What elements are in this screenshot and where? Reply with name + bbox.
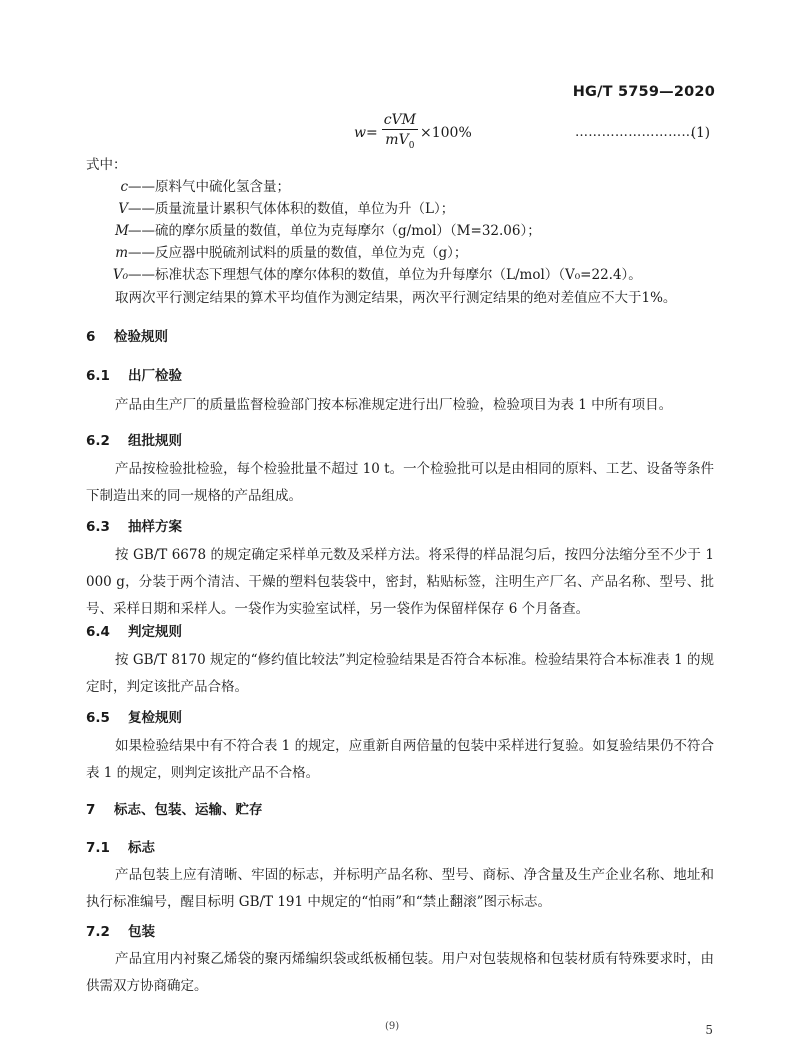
definition-text: ——硫的摩尔质量的数值，单位为克每摩尔（g/mol）（M=32.06）；: [128, 223, 541, 239]
subsection-title: 组批规则: [128, 433, 182, 449]
definition-text: ——标准状态下理想气体的摩尔体积的数值，单位为升每摩尔（L/mol）（V₀=22.4）。: [128, 267, 642, 283]
definition-text: ——反应器中脱硫剂试料的质量的数值，单位为克（g）；: [128, 245, 468, 261]
subsection-title: 出厂检验: [128, 368, 182, 384]
subsection-6-1-heading: [86, 364, 182, 384]
section-number: 6: [86, 329, 96, 345]
definition-item: [115, 198, 454, 220]
definition-symbol: M: [115, 223, 129, 239]
definition-item: [115, 176, 290, 198]
formula: [354, 112, 472, 155]
subsection-title: 抽样方案: [128, 519, 182, 535]
page-number: 5: [705, 1023, 713, 1037]
subsection-title: 包装: [128, 924, 155, 940]
formula-denominator-main: mV: [385, 132, 409, 148]
section-number: 7: [86, 802, 96, 818]
subsection-number: 7.2: [86, 924, 110, 940]
subsection-title: 标志: [128, 840, 155, 856]
formula-denominator-subscript: 0: [408, 140, 415, 151]
equation-leader-dots: ………………………: [575, 125, 695, 140]
subsection-6-5-text: 如果检验结果中有不符合表 1 的规定，应重新自两倍量的包装中采样进行复验。如复验结果仍不符合表 1 的规定，则判定该批产品不合格。: [86, 738, 714, 781]
section-title: 检验规则: [114, 329, 168, 345]
definition-item: [110, 264, 642, 286]
formula-denominator: [385, 130, 414, 155]
subsection-6-4-text: 按 GB/T 8170 规定的“修约值比较法”判定检验结果是否符合本标准。检验结果符合本标准表 1 的规定时，判定该批产品合格。: [86, 652, 714, 695]
subsection-number: 6.1: [86, 368, 110, 384]
definition-symbol: m: [115, 245, 128, 261]
definition-text: ——质量流量计累积气体体积的数值，单位为升（L）；: [128, 201, 455, 217]
definition-item: [115, 220, 541, 242]
subsection-number: 6.5: [86, 710, 110, 726]
formula-fraction: [382, 112, 418, 155]
subsection-6-2-heading: [86, 429, 182, 449]
result-rule: 取两次平行测定结果的算术平均值作为测定结果，两次平行测定结果的绝对差值应不大于1%。: [115, 290, 677, 306]
section-6-heading: [86, 325, 168, 345]
definition-symbol: c: [120, 179, 128, 195]
subsection-6-5-heading: [86, 706, 182, 726]
subsection-title: 判定规则: [128, 624, 182, 640]
subsection-7-2-text: 产品宜用内衬聚乙烯袋的聚丙烯编织袋或纸板桶包装。用户对包装规格和包装材质有特殊要求时，由供需双方协商确定。: [86, 951, 714, 994]
subsection-6-1-text: 产品由生产厂的质量监督检验部门按本标准规定进行出厂检验，检验项目为表 1 中所有项目。: [115, 397, 673, 413]
subsection-number: 7.1: [86, 840, 110, 856]
section-title: 标志、包装、运输、贮存: [114, 802, 263, 818]
definition-symbol: V: [118, 201, 128, 217]
section-7-heading: [86, 798, 263, 818]
formula-equals: =: [365, 125, 378, 142]
subsection-number: 6.2: [86, 433, 110, 449]
equation-number: (1): [690, 125, 710, 141]
where-label: 式中：: [86, 157, 127, 173]
subsection-7-1-heading: [86, 836, 155, 856]
formula-numerator: cVM: [383, 112, 417, 128]
subsection-7-2-heading: [86, 920, 155, 940]
subsection-6-3-heading: [86, 515, 182, 535]
subsection-7-1-text: 产品包装上应有清晰、牢固的标志，并标明产品名称、型号、商标、净含量及生产企业名称、地址和执行标准编号，醒目标明 GB/T 191 中规定的“怕雨”和“禁止翻滚”图示标志。: [86, 867, 714, 910]
definition-symbol: V₀: [112, 267, 128, 283]
definition-text: ——原料气中硫化氢含量；: [128, 179, 290, 195]
subsection-6-4-heading: [86, 620, 182, 640]
standard-number: HG/T 5759—2020: [572, 84, 715, 100]
footer-mark: (9): [385, 1021, 400, 1032]
subsection-title: 复检规则: [128, 710, 182, 726]
subsection-6-3-text: 按 GB/T 6678 的规定确定采样单元数及采样方法。将采得的样品混匀后，按四分法缩分至不少于 1 000 g，分装于两个清洁、干燥的塑料包装袋中，密封，粘贴标签，注明生产厂名、产品名称、型号、批号、采样日期和采样人。一袋作为实验室试样，另一袋作为保留样保存 6 个月备查。: [86, 547, 714, 617]
formula-multiplier: ×100%: [420, 125, 472, 142]
subsection-number: 6.4: [86, 624, 110, 640]
formula-lhs: w: [354, 125, 366, 142]
definition-item: [115, 242, 467, 264]
subsection-6-2-text: 产品按检验批检验，每个检验批量不超过 10 t。一个检验批可以是由相同的原料、工艺、设备等条件下制造出来的同一规格的产品组成。: [86, 461, 714, 504]
subsection-number: 6.3: [86, 519, 110, 535]
